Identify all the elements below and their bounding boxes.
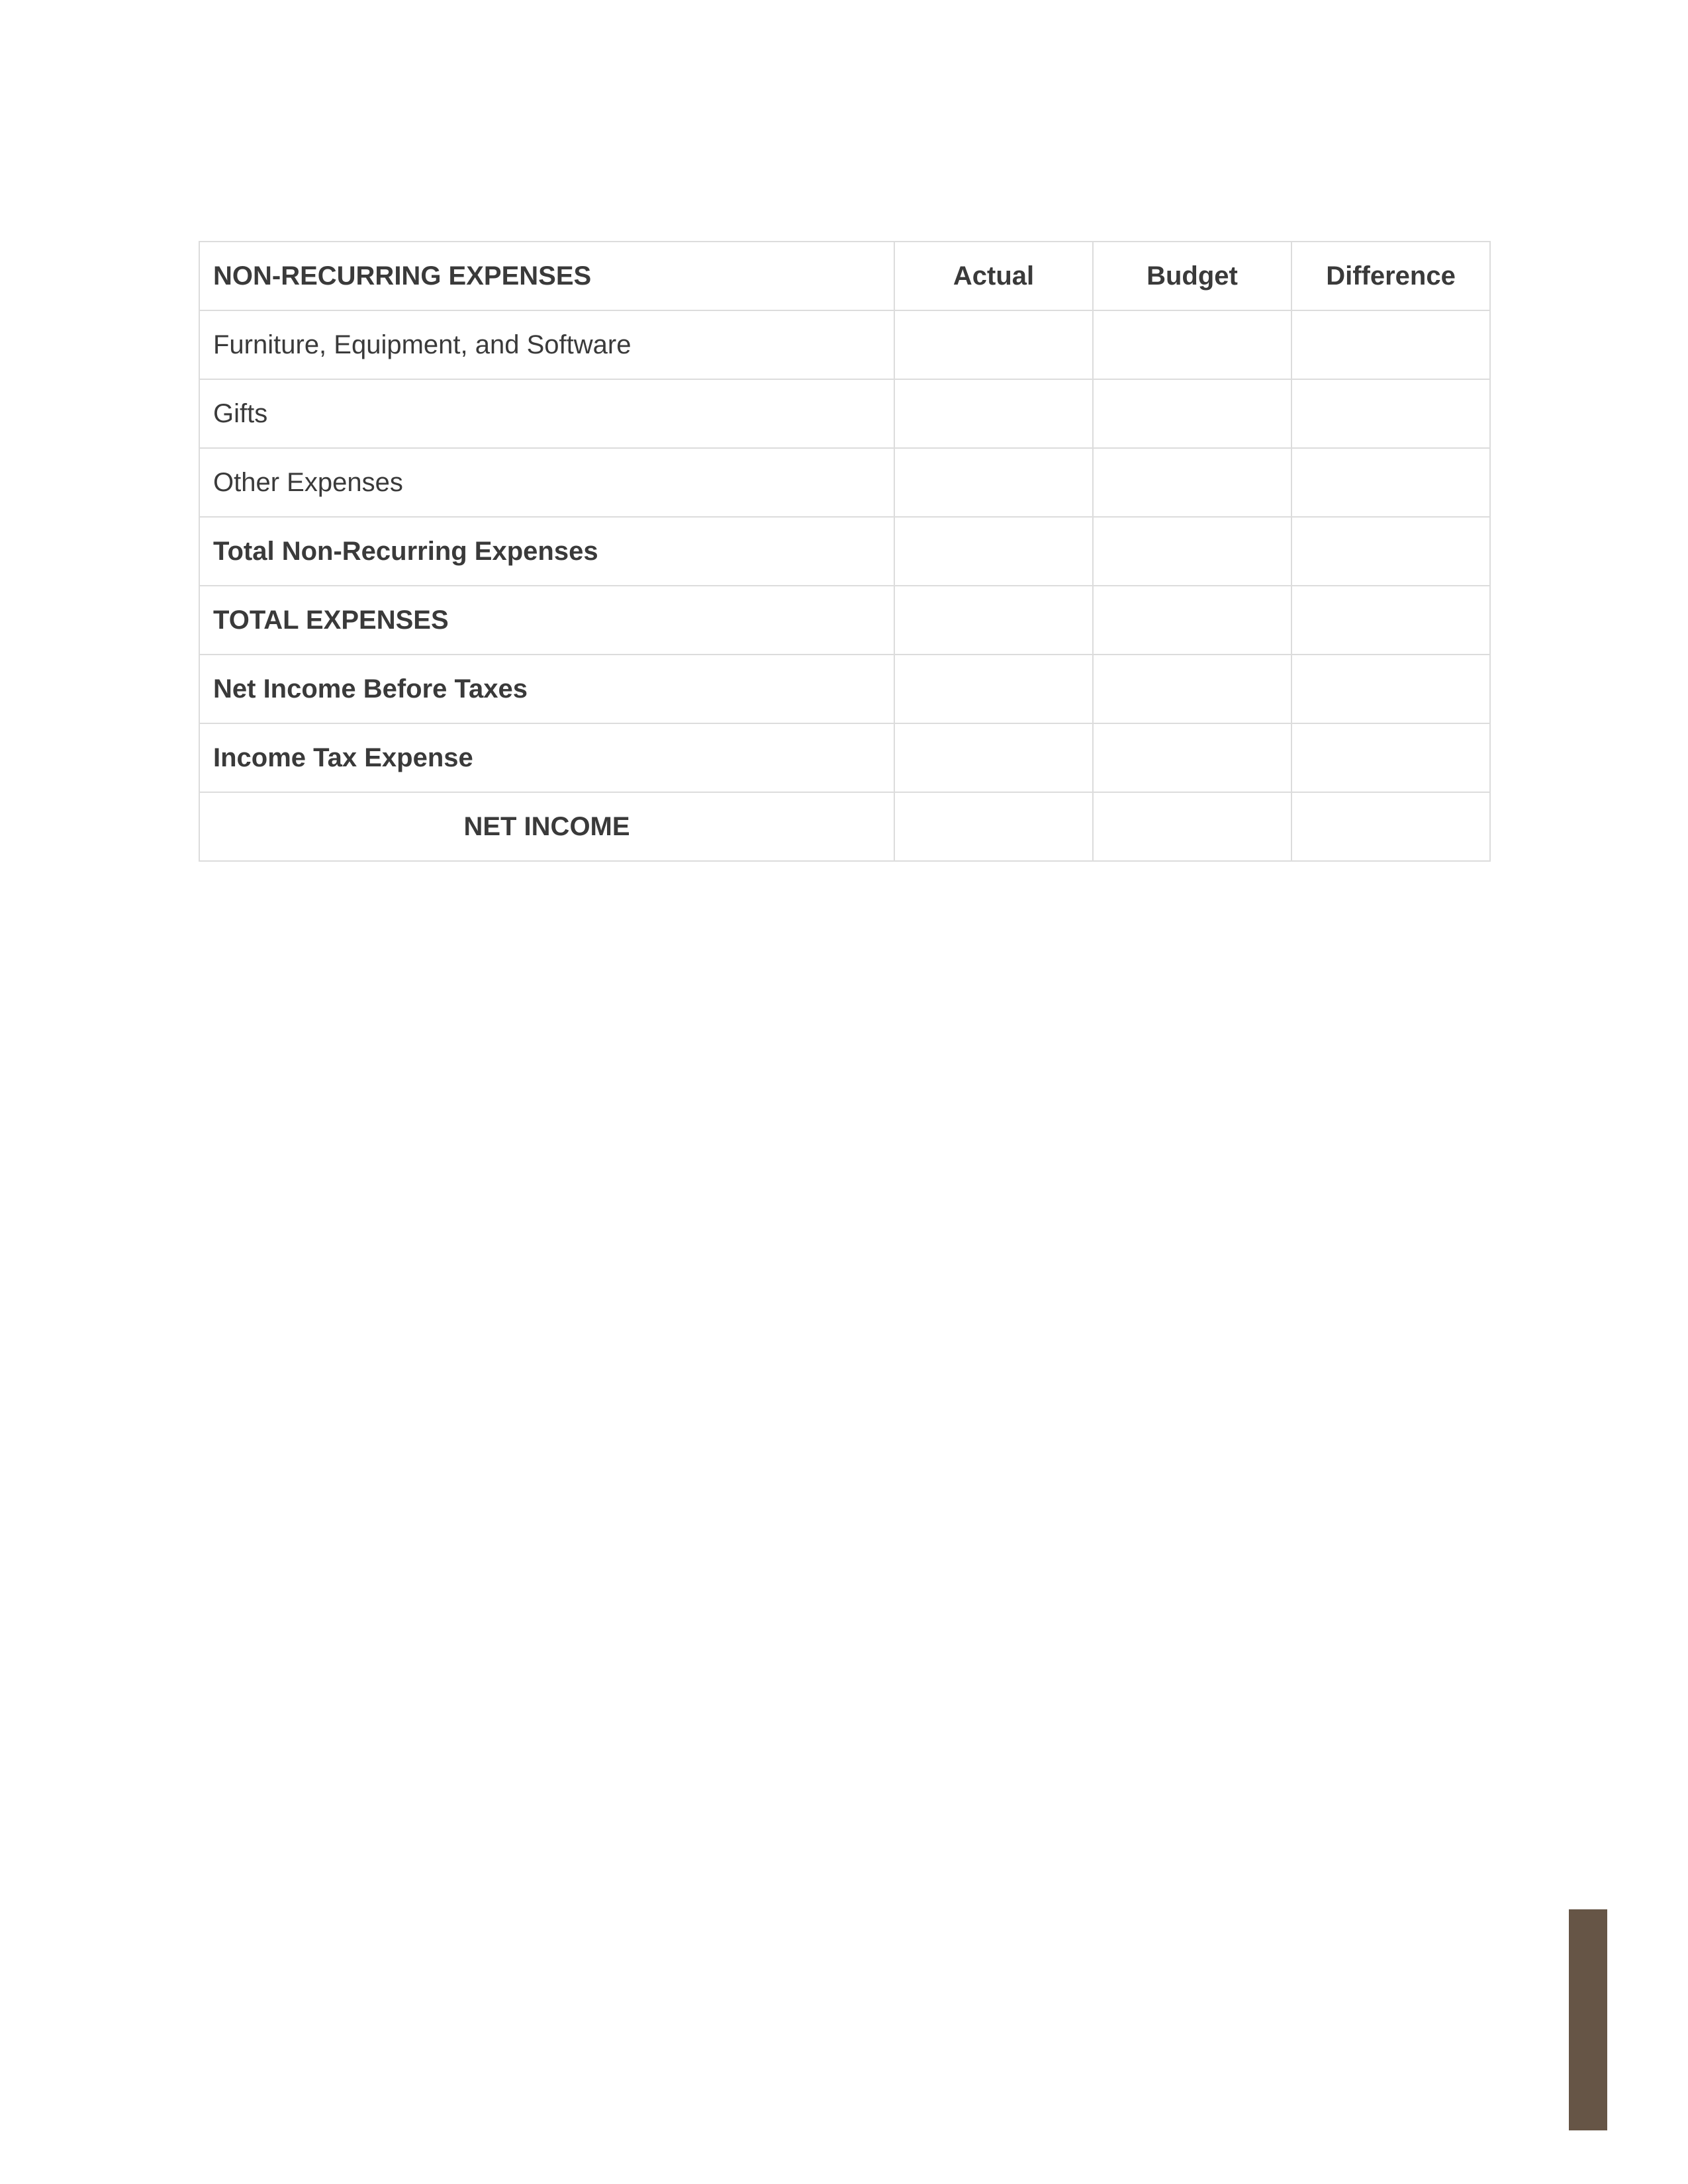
table-row <box>199 379 1490 448</box>
table-row <box>199 723 1490 792</box>
cell-actual[interactable] <box>894 723 1093 792</box>
cell-actual[interactable] <box>894 517 1093 586</box>
cell-difference[interactable] <box>1291 586 1490 655</box>
cell-budget[interactable] <box>1093 723 1291 792</box>
row-label: Other Expenses <box>199 448 894 517</box>
table-row <box>199 310 1490 379</box>
table-header-row <box>199 242 1490 310</box>
decorative-side-bar <box>1569 1909 1607 2130</box>
header-difference: Difference <box>1291 242 1490 310</box>
cell-difference[interactable] <box>1291 655 1490 723</box>
cell-budget[interactable] <box>1093 586 1291 655</box>
table-row <box>199 448 1490 517</box>
cell-difference[interactable] <box>1291 792 1490 861</box>
row-label: Gifts <box>199 379 894 448</box>
table-row-net-income <box>199 792 1490 861</box>
row-label: Furniture, Equipment, and Software <box>199 310 894 379</box>
cell-actual[interactable] <box>894 586 1093 655</box>
cell-actual[interactable] <box>894 655 1093 723</box>
cell-difference[interactable] <box>1291 379 1490 448</box>
header-actual: Actual <box>894 242 1093 310</box>
cell-budget[interactable] <box>1093 448 1291 517</box>
cell-actual[interactable] <box>894 792 1093 861</box>
row-label: TOTAL EXPENSES <box>199 586 894 655</box>
cell-budget[interactable] <box>1093 792 1291 861</box>
row-label: Income Tax Expense <box>199 723 894 792</box>
table-row <box>199 517 1490 586</box>
cell-difference[interactable] <box>1291 517 1490 586</box>
header-section-title: NON-RECURRING EXPENSES <box>199 242 894 310</box>
cell-difference[interactable] <box>1291 723 1490 792</box>
header-budget: Budget <box>1093 242 1291 310</box>
row-label: NET INCOME <box>199 792 894 861</box>
cell-budget[interactable] <box>1093 517 1291 586</box>
cell-actual[interactable] <box>894 310 1093 379</box>
row-label: Total Non-Recurring Expenses <box>199 517 894 586</box>
expenses-table <box>199 241 1491 862</box>
cell-budget[interactable] <box>1093 310 1291 379</box>
table-row <box>199 586 1490 655</box>
cell-actual[interactable] <box>894 379 1093 448</box>
table-row <box>199 655 1490 723</box>
cell-difference[interactable] <box>1291 310 1490 379</box>
cell-budget[interactable] <box>1093 379 1291 448</box>
cell-budget[interactable] <box>1093 655 1291 723</box>
cell-actual[interactable] <box>894 448 1093 517</box>
cell-difference[interactable] <box>1291 448 1490 517</box>
row-label: Net Income Before Taxes <box>199 655 894 723</box>
